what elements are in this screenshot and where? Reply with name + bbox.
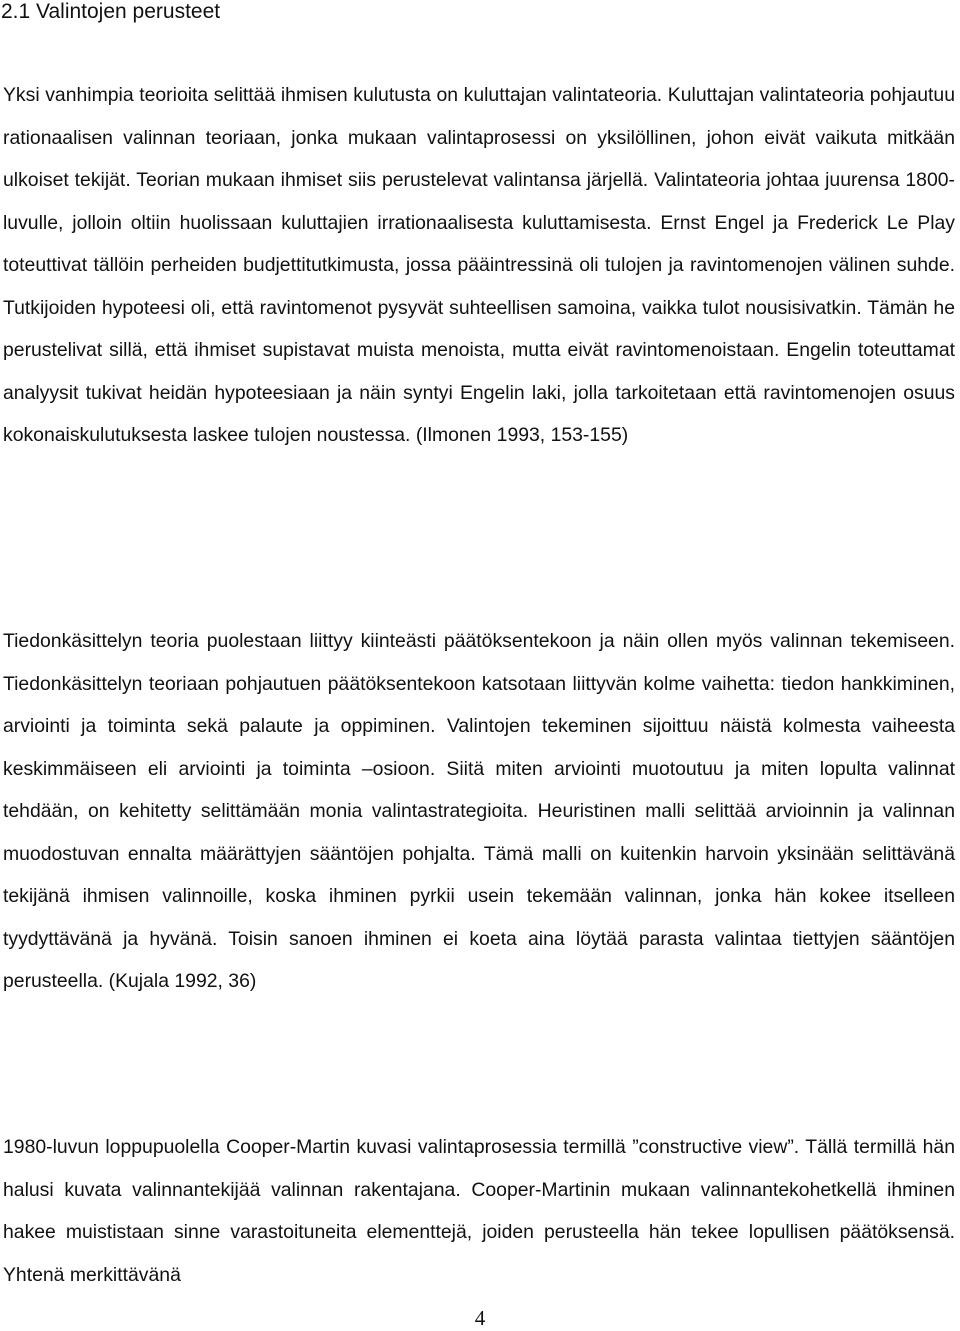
section-heading: 2.1 Valintojen perusteet — [1, 0, 221, 23]
paragraph-consumer-choice-theory: Yksi vanhimpia teorioita selittää ihmisen kulutusta on kuluttajan valintateoria. Kuluttajan valintateoria pohjautuu rationaalisen valinnan teoriaan, jonka mukaan valintaprosessi on yksilöllinen, johon eivät vaikuta mitkään ulkoiset tekijät. Teorian mukaan ihmiset siis perustelevat valintansa järjellä. Valintateoria johtaa juurensa 1800-luvulle, jolloin oltiin huolissaan kuluttajien irrationaalisesta kuluttamisesta. Ernst Engel ja Frederick Le Play toteuttivat tällöin perheiden budjettitutkimusta, jossa pääintressinä oli tulojen ja ravintomenojen välinen suhde. Tutkijoiden hypoteesi oli, että ravintomenot pysyvät suhteellisen samoina, vaikka tulot nousisivatkin. Tämän he perustelivat sillä, että ihmiset supistavat muista menoista, mutta eivät ravintomenoistaan. Engelin toteuttamat analyysit tukivat heidän hypoteesiaan ja näin syntyi Engelin laki, jolla tarkoitetaan että ravintomenojen osuus kokonaiskulutuksesta laskee tulojen noustessa. (Ilmonen 1993, 153-155) — [3, 84, 955, 446]
page-number: 4 — [474, 1306, 486, 1330]
paragraph-information-processing-theory: Tiedonkäsittelyn teoria puolestaan liittyy kiinteästi päätöksentekoon ja näin ollen myös valinnan tekemiseen. Tiedonkäsittelyn teoriaan pohjautuen päätöksentekoon katsotaan liittyvän kolme vaihetta: tiedon hankkiminen, arviointi ja toiminta sekä palaute ja oppiminen. Valintojen tekeminen sijoittuu näistä kolmesta vaiheesta keskimmäiseen eli arviointi ja toiminta –osioon. Siitä miten arviointi muotoutuu ja miten lopulta valinnat tehdään, on kehitetty selittämään monia valintastrategioita. Heuristinen malli selittää arvioinnin ja valinnan muodostuvan ennalta määrättyjen sääntöjen pohjalta. Tämä malli on kuitenkin harvoin yksinään selittävänä tekijänä ihmisen valinnoille, koska ihminen pyrkii usein tekemään valinnan, jonka hän kokee itselleen tyydyttävänä ja hyvänä. Toisin sanoen ihminen ei koeta aina löytää parasta valintaa tiettyjen sääntöjen perusteella. (Kujala 1992, 36) — [3, 630, 955, 992]
paragraph-constructive-view: 1980-luvun loppupuolella Cooper-Martin kuvasi valintaprosessia termillä ”constructive view”. Tällä termillä hän halusi kuvata valinnantekijää valinnan rakentajana. Cooper-Martinin mukaan valinnantekohetkellä ihminen hakee muististaan sinne varastoituneita elementtejä, joiden perusteella hän tekee lopullisen päätöksensä. Yhtenä merkittävänä — [3, 1136, 955, 1286]
